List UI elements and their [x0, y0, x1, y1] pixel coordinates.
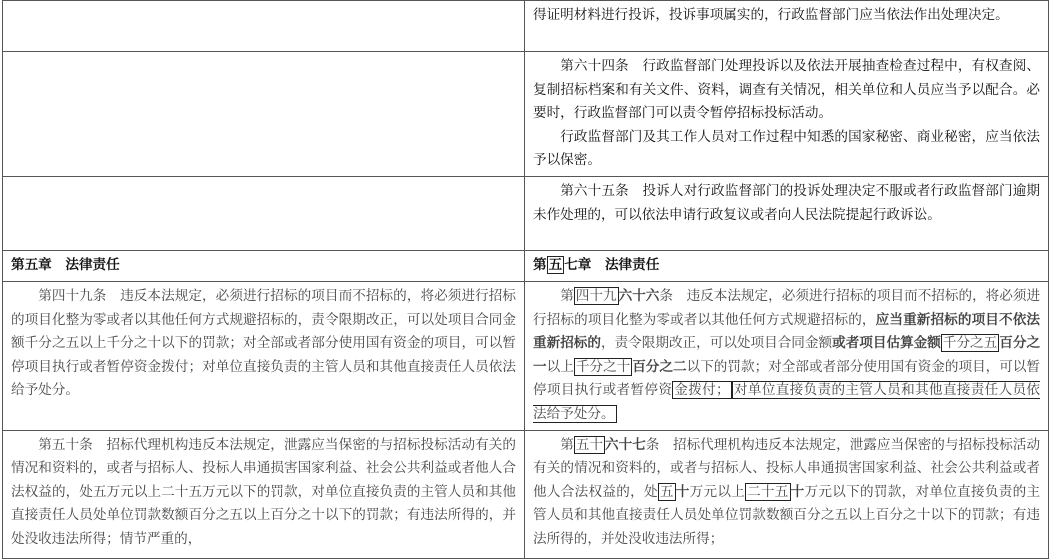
added-text: 应当重新招标的项目不依法重新招标的 — [533, 311, 1041, 352]
article-64-text-2: 行政监督部门及其工作人员对工作过程中知悉的国家秘密、商业秘密，应当依法予以保密。 — [533, 128, 1040, 169]
table-row — [3, 281, 1049, 430]
deleted-text-box: 千分之五 — [942, 335, 998, 352]
chapter-row — [3, 250, 1049, 281]
deleted-text-box: 千分之十 — [575, 358, 631, 375]
comparison-table — [2, 0, 1049, 559]
article-65-text: 第六十五条 投诉人对行政监督部门的投诉处理决定不服或者行政监督部门逾期未作处理的，可以依法申请行政复议或者向人民法院提起行政诉讼。 — [533, 182, 1040, 223]
article-text: 得证明材料进行投诉，投诉事项属实的，行政监督部门应当依法作出处理决定。 — [533, 7, 1009, 23]
chapter-title-left: 第五章 法律责任 — [3, 250, 525, 281]
article-50-text: 第五十条 招标代理机构违反本法规定，泄露应当保密的与招标投标活动有关的情况和资料的，或者与招标人、投标人串通损害国家利益、社会公共利益或者他人合法权益的，处五万元以上二十五万元以下的罚款，对单位直接负责的主管人员和其他直接责任人员处单位罚款数额百分之五以上百分之十以下的罚款；有违法所得的，并处没收违法所得；情节严重的， — [11, 436, 516, 547]
table-row — [3, 430, 1049, 558]
right-cell — [525, 281, 1049, 430]
table-row — [3, 176, 1049, 250]
deleted-text-box: 金拨付； — [674, 382, 730, 399]
deleted-text-box: 对单位直接负责的主管人员和其他直接责任人员依法给予处分。 — [533, 382, 1041, 422]
left-cell-empty — [3, 1, 525, 52]
left-cell-empty — [3, 176, 525, 250]
table-row — [3, 52, 1049, 177]
deleted-text-box: 二十五 — [747, 483, 789, 500]
deleted-text-box: 五 — [548, 256, 563, 273]
deleted-text-box: 四十九 — [575, 287, 617, 304]
deleted-text-box: 五十 — [575, 436, 603, 453]
left-cell — [3, 430, 525, 558]
left-cell — [3, 281, 525, 430]
right-cell — [525, 1, 1049, 52]
article-49-text: 第四十九条 违反本法规定，必须进行招标的项目而不招标的，将必须进行招标的项目化整为零或者以其他任何方式规避招标的，责令限期改正，可以处项目合同金额千分之五以上千分之十以下的罚款；对全部或者部分使用国有资金的项目，可以暂停项目执行或者暂停资金拨付；对单位直接负责的主管人员和其他直接责任人员依法给予处分。 — [11, 287, 516, 399]
article-67-text: 第 五十 六十七条 招标代理机构违反本法规定，泄露应当保密的与招标投标活动有关的情况和资料的，或者与招标人、投标人串通损害国家利益、社会公共利益或者他人合法权益的，处 五 十万元以上 二十五 十万元以下的罚款，对单位直接负责的主管人员和其他直接责任人员处单位罚款数额百分之五以上百分之十以下的罚款；有违法所得的，并处没收违法所得； — [533, 436, 1041, 547]
right-cell — [525, 176, 1049, 250]
table-row — [3, 1, 1049, 52]
right-cell — [525, 52, 1049, 177]
left-cell-empty — [3, 52, 525, 177]
article-66-text: 第 四十九 六十六条 违反本法规定，必须进行招标的项目而不招标的，将必须进行招标的项目化整为零或者以其他任何方式规避招标的，应当重新招标的项目不依法重新招标的，责令限期改正，可以处项目合同金额或者项目估算金额 千分之五 百分之一以上 千分之十 百分之二以下的罚款；对全部或者部分使用国有资金的项目，可以暂停项目执行或者暂停资 金拨付； 对单位直接负责的主管人员和其他直接责任人员依法给予处分。 — [533, 287, 1041, 422]
article-64-text: 第六十四条 行政监督部门处理投诉以及依法开展抽查检查过程中，有权查阅、复制招标档案和有关文件、资料，调查有关情况，相关单位和人员应当予以配合。必要时，行政监督部门可以责令暂停招标投标活动。 — [533, 58, 1040, 122]
chapter-title-right: 第 五 七章 法律责任 — [525, 250, 1049, 281]
deleted-text-box: 五 — [659, 483, 674, 500]
right-cell — [525, 430, 1049, 558]
